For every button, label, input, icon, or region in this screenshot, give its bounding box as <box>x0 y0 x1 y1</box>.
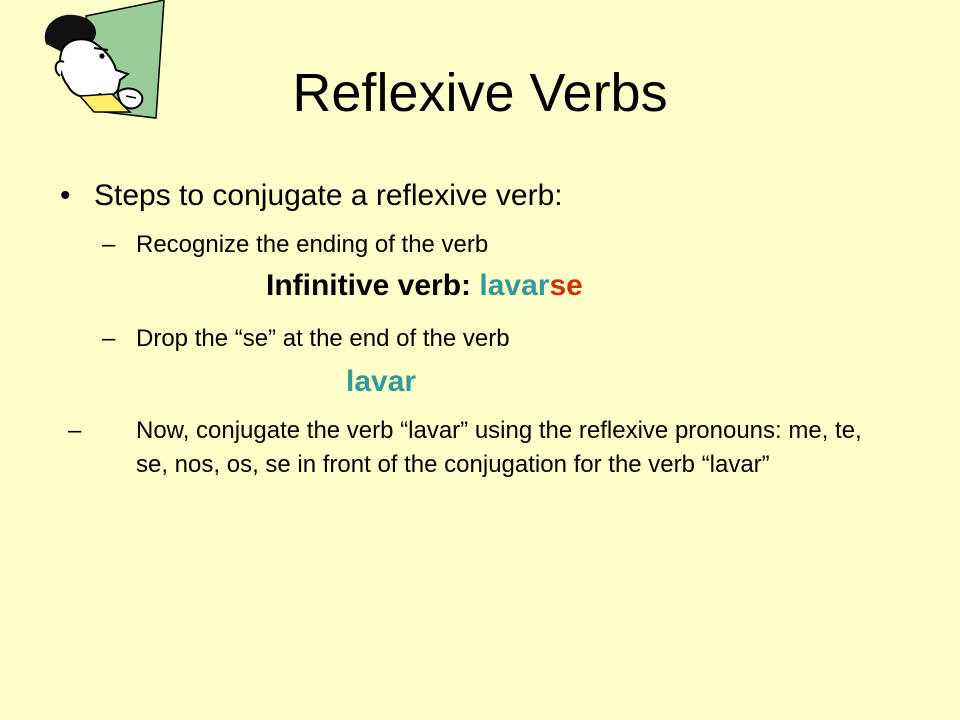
dash-marker: – <box>68 417 82 444</box>
step-recognize <box>102 228 488 262</box>
step-drop <box>102 322 510 356</box>
dash-marker: – <box>102 325 116 352</box>
reflexive-ending: se <box>549 269 583 302</box>
step-text: Recognize the ending of the verb <box>136 231 489 258</box>
main-bullet <box>60 174 563 218</box>
dash-marker: – <box>102 231 116 258</box>
slide-title: Reflexive Verbs <box>292 63 668 123</box>
step-text: Now, conjugate the verb “lavar” using the reflexive pronouns: me, te, se, nos, os, se in front of the conjugation for the verb “lavar” <box>136 417 862 478</box>
bullet-marker: • <box>60 179 71 212</box>
infinitive-example <box>266 266 583 306</box>
dropped-example: lavar <box>346 365 417 398</box>
main-bullet-text: Steps to conjugate a reflexive verb: <box>94 179 563 212</box>
infinitive-label: Infinitive verb: <box>266 269 480 302</box>
step-conjugate <box>68 414 862 482</box>
step-text: Drop the “se” at the end of the verb <box>136 325 510 352</box>
verb-stem: lavar <box>479 269 550 302</box>
